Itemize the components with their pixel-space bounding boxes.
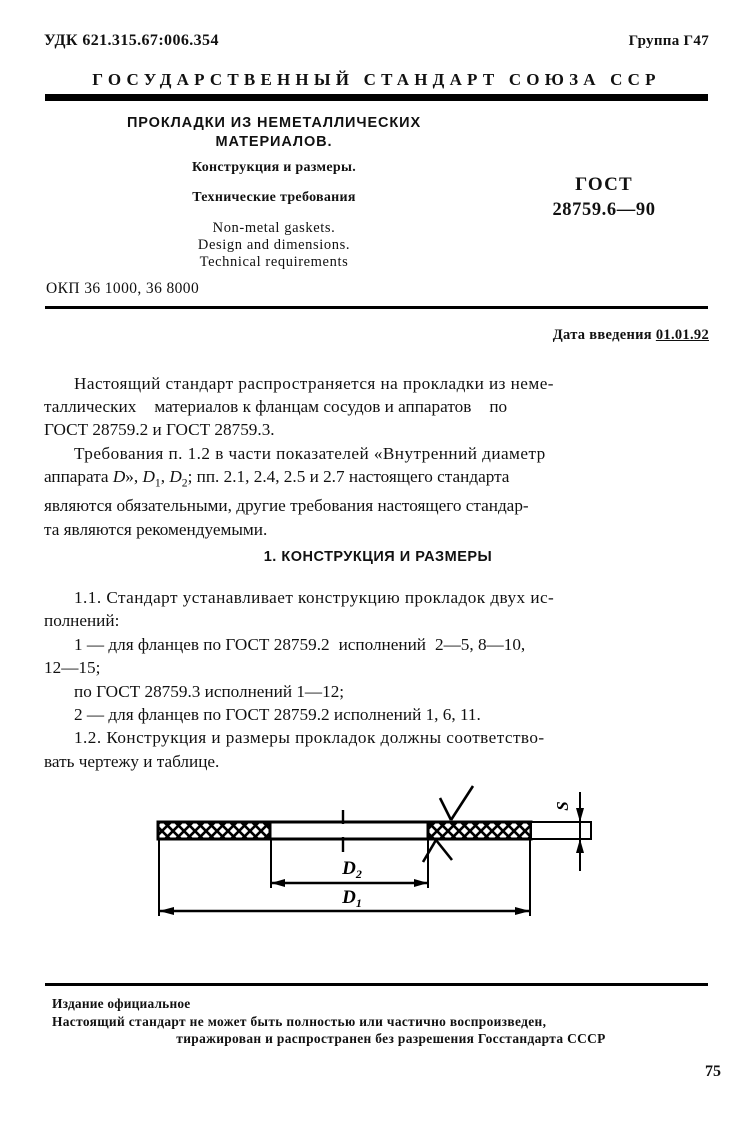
footer-copyright-line2: тиражирован и распространен без разрешения Госстандарта СССР	[176, 1031, 606, 1046]
gasket-drawing-svg	[140, 776, 610, 941]
list-item-2: по ГОСТ 28759.3 исполнений 1—12;	[74, 681, 345, 701]
section-1-text	[44, 586, 712, 773]
footer-text	[52, 995, 712, 1048]
document-title-english	[64, 220, 484, 271]
gasket-body	[158, 822, 591, 839]
footer-rule	[45, 983, 708, 986]
standard-number-block	[499, 174, 709, 221]
intro-p2-line2i: ; пп. 2.1, 2.4, 2.5 и 2.7 настоящего стандарта	[187, 466, 510, 486]
title-block	[44, 112, 709, 302]
roughness-symbol-top	[440, 786, 473, 820]
standard-number: 28759.6—90	[552, 200, 656, 220]
intro-p2-line2c: »,	[125, 466, 139, 486]
section-1-heading: 1. КОНСТРУКЦИЯ И РАЗМЕРЫ	[263, 549, 493, 565]
list-item-1	[44, 633, 712, 656]
page-number: 75	[705, 1063, 721, 1080]
header-row	[44, 32, 709, 50]
intro-paragraph-2	[44, 442, 712, 465]
intro-text	[44, 372, 712, 541]
clause-1-2-line1	[44, 726, 712, 749]
dimension-d2	[271, 858, 428, 887]
intro-paragraph-1	[44, 372, 712, 395]
clause-1-2-line1-text: 1.2. Конструкция и размеры прокладок должны соответство-	[74, 728, 545, 748]
group-code: Группа Г47	[628, 33, 709, 49]
dimension-label-s: S	[553, 801, 572, 811]
intro-p2-line4: та являются рекомендуемыми.	[44, 519, 268, 539]
list-item-3: 2 — для фланцев по ГОСТ 28759.2 исполнений 1, 6, 11.	[74, 705, 481, 725]
standard-label: ГОСТ	[575, 174, 633, 195]
list-item-1a: 1 — для фланцев по ГОСТ 28759.2	[74, 634, 330, 654]
symbol-d: D	[112, 466, 126, 486]
dimension-d1	[159, 887, 530, 915]
symbol-d2-sub: 2	[181, 476, 188, 490]
list-item-1c: 2—5, 8—10,	[434, 634, 526, 654]
hatch-zone-left	[158, 822, 270, 839]
intro-p2-line2a: аппарата	[44, 466, 113, 486]
intro-p1-line2c: по	[489, 397, 508, 417]
intro-p1-line2a: таллических	[44, 397, 137, 417]
gasket-cross-section-drawing	[140, 776, 610, 941]
list-item-1d: 12—15;	[44, 658, 101, 678]
intro-p2-line3: являются обязательными, другие требования настоящего стандар-	[44, 496, 529, 516]
footer-official-edition: Издание официальное	[52, 996, 191, 1011]
state-standard-banner: ГОСУДАРСТВЕННЫЙ СТАНДАРТ СОЮЗА ССР	[92, 70, 661, 89]
clause-1-2-line2: вать чертежу и таблице.	[44, 751, 220, 771]
english-title-line2: Design and dimensions.	[197, 237, 351, 253]
intro-p2-line1: Требования п. 1.2 в части показателей «Внутренний диаметр	[74, 443, 546, 463]
clause-1-1-line1	[44, 586, 712, 609]
effective-date-label: Дата введения	[552, 327, 652, 343]
dimension-label-d2: $D_2$	[342, 858, 362, 881]
udk-code: УДК 621.315.67:006.354	[44, 32, 219, 49]
document-title-line1: ПРОКЛАДКИ ИЗ НЕМЕТАЛЛИЧЕСКИХ	[126, 115, 422, 131]
header-rule-thick	[45, 94, 708, 101]
document-title	[64, 114, 484, 152]
document-subtitle-design: Конструкция и размеры.	[191, 160, 356, 175]
clause-1-1-line2: полнений:	[44, 611, 120, 631]
hatch-zone-right	[428, 822, 531, 839]
effective-date	[553, 327, 709, 344]
effective-date-value: 01.01.92	[655, 327, 709, 343]
document-title-line2: МАТЕРИАЛОВ.	[215, 134, 333, 150]
intro-p1-line3: ГОСТ 28759.2 и ГОСТ 28759.3.	[44, 420, 275, 440]
intro-p1-line1: Настоящий стандарт распространяется на прокладки из неме-	[74, 374, 554, 393]
intro-p1-line2b: материалов к фланцам сосудов и аппаратов	[154, 397, 472, 417]
symbol-d1-sub: 1	[154, 476, 161, 490]
document-subtitle-requirements: Технические требования	[192, 190, 356, 205]
thickness-extension-zone	[531, 822, 591, 839]
footer-copyright-line1: Настоящий стандарт не может быть полностью или частично воспроизведен,	[52, 1013, 547, 1029]
clause-1-1-line1-text: 1.1. Стандарт устанавливает конструкцию прокладок двух ис-	[74, 588, 555, 607]
intro-p1-line2-row	[44, 395, 712, 418]
english-title-line3: Technical requirements	[199, 254, 349, 270]
intro-p2-sep: ,	[160, 466, 170, 486]
intro-p2-line2-row	[44, 465, 712, 495]
symbol-d1: D	[142, 466, 155, 486]
dimension-label-d1: $D_1$	[342, 887, 362, 910]
bore-zone-middle	[270, 822, 428, 839]
title-rule	[45, 306, 708, 309]
english-title-line1: Non-metal gaskets.	[212, 220, 336, 236]
symbol-d2: D	[169, 466, 182, 486]
list-item-1b: исполнений	[338, 634, 426, 654]
okp-code: ОКП 36 1000, 36 8000	[46, 280, 200, 297]
